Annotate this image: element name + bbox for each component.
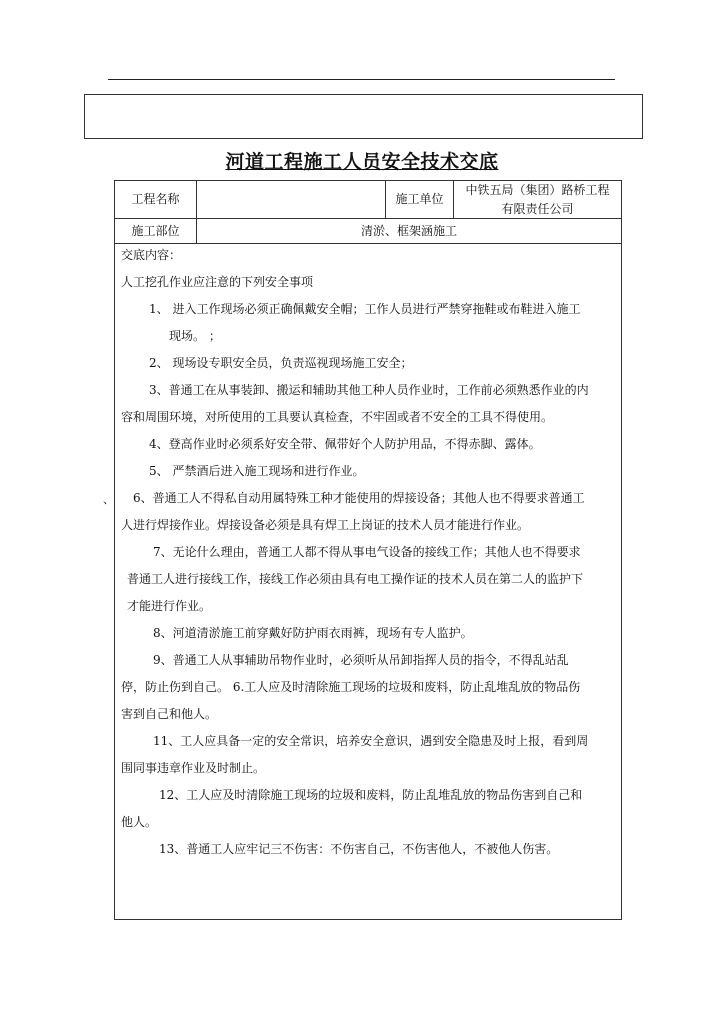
unit-value-line2: 有限责任公司 [501, 201, 574, 216]
document-title: 河道工程施工人员安全技术交底 [225, 151, 499, 173]
project-name-value [197, 181, 385, 218]
content-line: 11、工人应具备一定的安全常识，培养安全意识，遇到安全隐患及时上报，看到周 [153, 734, 589, 748]
content-line: 围同事违章作业及时制止。 [121, 761, 266, 775]
unit-value-line1: 中铁五局（集团）路桥工程 [465, 182, 610, 197]
content-line: 13、普通工人应牢记三不伤害：不伤害自己，不伤害他人，不被他人伤害。 [159, 842, 559, 856]
content-line: 5、 严禁酒后进入施工现场和进行作业。 [149, 464, 365, 478]
construction-section-value: 清淤、框架涵施工 [360, 223, 457, 238]
content-line: 普通工人进行接线工作，接线工作必须由具有电工操作证的技术人员在第二人的监护下 [127, 572, 584, 586]
header-box [84, 94, 643, 139]
content-line: 8、河道清淤施工前穿戴好防护雨衣雨裤，现场有专人监护。 [153, 626, 473, 640]
content-line: 12、工人应及时清除施工现场的垃圾和废料，防止乱堆乱放的物品伤害到自己和 [159, 788, 583, 802]
construction-unit-label: 施工单位 [395, 192, 444, 206]
construction-unit-value [454, 181, 621, 218]
content-line: 1、 进入工作现场必须正确佩戴安全帽；工作人员进行严禁穿拖鞋或布鞋进入施工 [149, 302, 581, 316]
content-line: 3、普通工在从事装卸、搬运和辅助其他工种人员作业时，工作前必须熟悉作业的内 [149, 383, 589, 397]
content-line: 停，防止伤到自己。 6.工人应及时清除施工现场的垃圾和废料，防止乱堆乱放的物品伤 [121, 680, 581, 694]
content-heading: 交底内容： [121, 248, 182, 262]
top-rule [108, 79, 615, 80]
row-divider-2 [115, 243, 621, 244]
content-line: 6、普通工人不得私自动用属特殊工种才能使用的焊接设备；其他人也不得要求普通工 [133, 491, 585, 505]
content-line: 现场。 ； [169, 329, 221, 343]
content-line: 9、普通工人从事辅助吊物作业时，必须听从吊卸指挥人员的指令，不得乱站乱 [153, 653, 569, 667]
project-name-label: 工程名称 [131, 192, 180, 206]
content-line: 他人。 [121, 815, 158, 829]
content-line: 2、 现场设专职安全员，负责巡视现场施工安全； [149, 356, 413, 370]
content-line: 7、无论什么理由，普通工人都不得从事电气设备的接线工作；其他人也不得要求 [153, 545, 581, 559]
content-line: 4、登高作业时必须系好安全带、佩带好个人防护用品，不得赤脚、露体。 [149, 437, 541, 451]
stray-mark: 、 [103, 493, 114, 506]
construction-section-label: 施工部位 [131, 223, 180, 238]
content-line: 容和周围环境，对所使用的工具要认真检查，不牢固或者不安全的工具不得使用。 [121, 410, 554, 424]
content-line: 人进行焊接作业。焊接设备必须是具有焊工上岗证的技术人员才能进行作业。 [121, 518, 530, 532]
content-intro: 人工挖孔作业应注意的下列安全事项 [121, 275, 314, 289]
content-line: 害到自己和他人。 [121, 707, 218, 721]
content-line: 才能进行作业。 [127, 599, 212, 613]
